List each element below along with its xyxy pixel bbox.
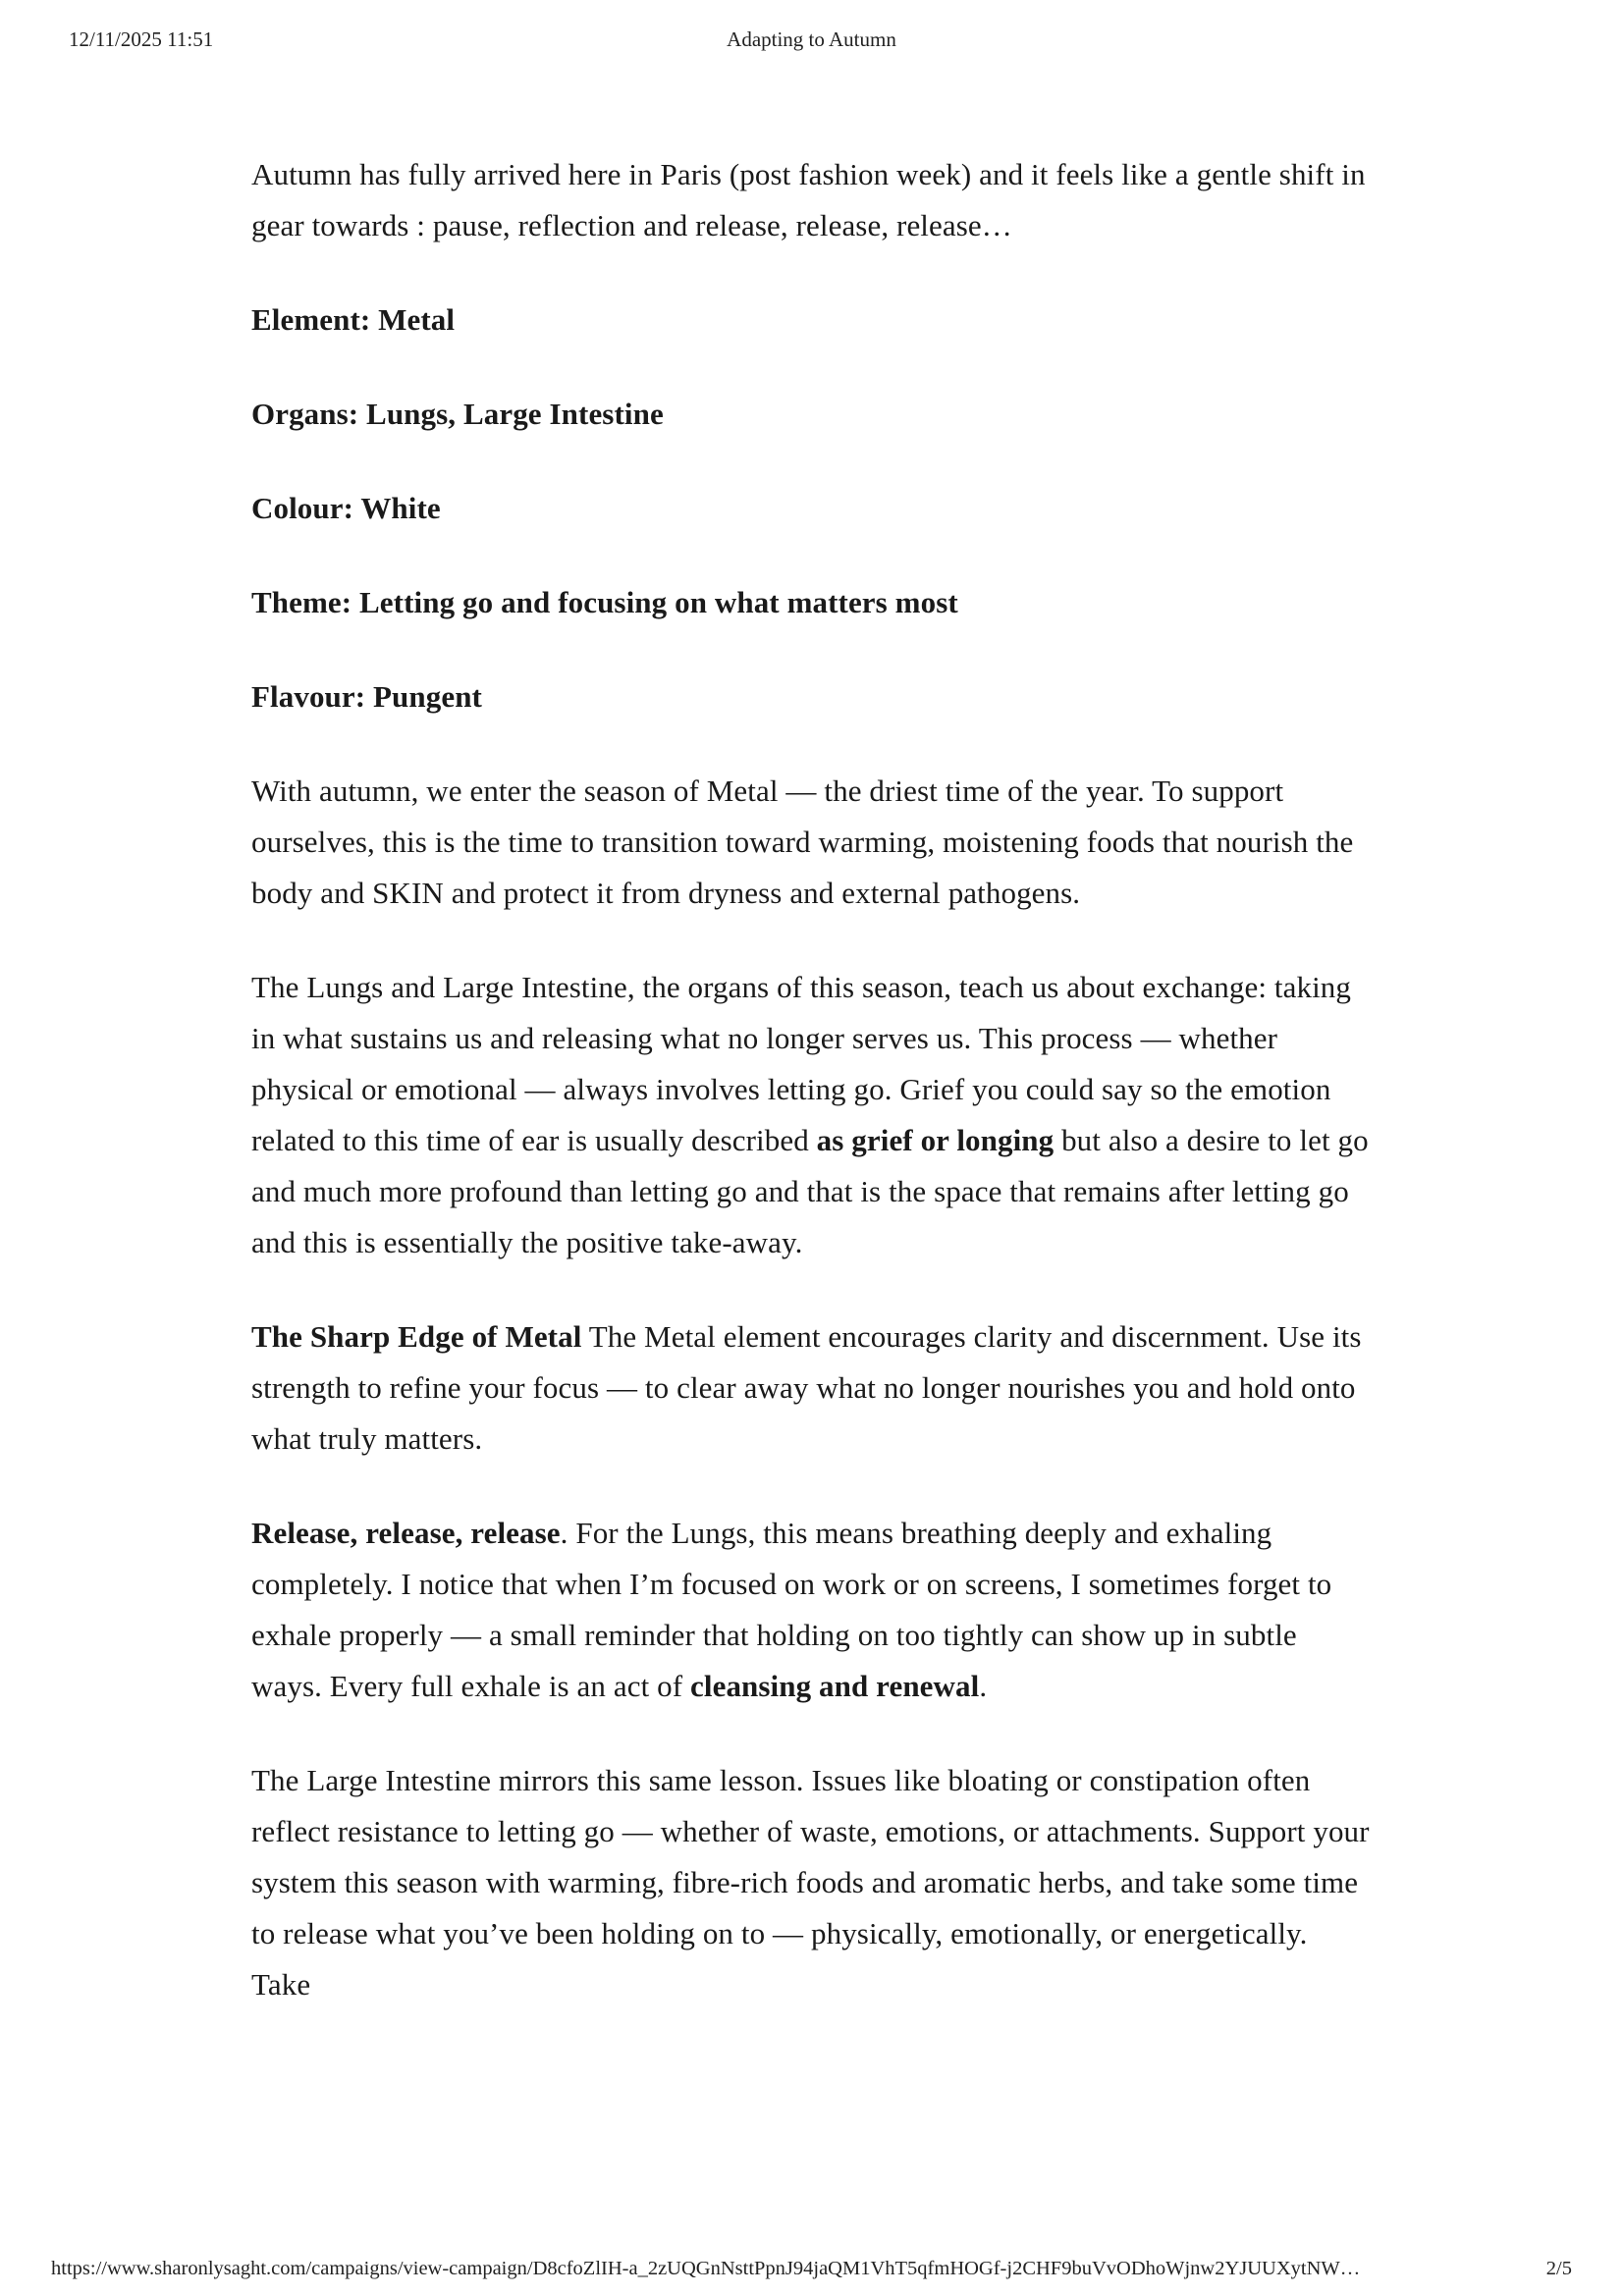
bold-text-run: Element: Metal (251, 302, 456, 337)
bold-text-run: cleansing and renewal (690, 1669, 980, 1703)
intro-paragraph (251, 149, 1370, 251)
text-run: The Large Intestine mirrors this same lesson. Issues like bloating or constipation often reflect resistance to letting go — whether of waste, emotions, or attachments. Support your system this season with warming, fibre-rich foods and aromatic herbs, and take some time to release what you’ve been holding on to — physically, emotionally, or energetically. Take (251, 1763, 1370, 2002)
organs-line (251, 389, 1370, 440)
bold-text-run: Flavour: Pungent (251, 679, 482, 714)
flavour-line (251, 671, 1370, 722)
bold-text-run: The Sharp Edge of Metal (251, 1319, 582, 1354)
text-run: The Lungs and Large Intestine, the organs of this season, teach us about exchange: taking in what sustains us and releasing what no longer serves us. This process — whether physical or emotional — always involves letting go. Grief you could say so the emotion related to this time of ear is usually described (251, 970, 1351, 1157)
release-paragraph (251, 1508, 1370, 1712)
bold-text-run: Organs: Lungs, Large Intestine (251, 397, 664, 431)
season-of-metal-paragraph (251, 766, 1370, 919)
text-run: With autumn, we enter the season of Metal — the driest time of the year. To support ourselves, this is the time to transition toward warming, moistening foods that nourish the body and SKIN and protect it from dryness and external pathogens. (251, 774, 1354, 910)
lungs-large-intestine-paragraph (251, 962, 1370, 1268)
print-timestamp: 12/11/2025 11:51 (69, 27, 214, 51)
bold-text-run: Theme: Letting go and focusing on what matters most (251, 585, 958, 619)
page-title: Adapting to Autumn (727, 27, 896, 51)
bold-text-run: Release, release, release (251, 1516, 561, 1550)
source-url: https://www.sharonlysaght.com/campaigns/view-campaign/D8cfoZlIH-a_2zUQGnNsttPpnJ94jaQM1VhT5qfmHOGf-j2CHF9buVvODhoWjnw2YJUUXytNW… (51, 2258, 1361, 2279)
bold-text-run: as grief or longing (816, 1123, 1055, 1157)
print-header (69, 27, 1554, 57)
text-run: The Metal element encourages clarity and discernment. Use its strength to refine your focus — to clear away what no longer nourishes you and hold onto what truly matters. (251, 1319, 1362, 1456)
text-run: Autumn has fully arrived here in Paris (post fashion week) and it feels like a gentle shift in gear towards : pause, reflection and release, release, release… (251, 157, 1366, 242)
page-number-indicator: 2/5 (1545, 2258, 1572, 2279)
sharp-edge-of-metal-paragraph (251, 1311, 1370, 1465)
theme-line (251, 577, 1370, 628)
element-line (251, 294, 1370, 346)
large-intestine-mirrors-paragraph (251, 1755, 1370, 2010)
text-run: but also a desire to let go and much more profound than letting go and that is the space that remains after letting go and this is essentially the positive take-away. (251, 1123, 1369, 1259)
text-run: . For the Lungs, this means breathing deeply and exhaling completely. I notice that when I’m focused on work or on screens, I sometimes forget to exhale properly — a small reminder that holding on too tightly can show up in subtle ways. Every full exhale is an act of (251, 1516, 1332, 1703)
colour-line (251, 483, 1370, 534)
bold-text-run: Colour: White (251, 491, 441, 525)
text-run: . (979, 1669, 988, 1703)
print-footer (51, 2258, 1572, 2280)
